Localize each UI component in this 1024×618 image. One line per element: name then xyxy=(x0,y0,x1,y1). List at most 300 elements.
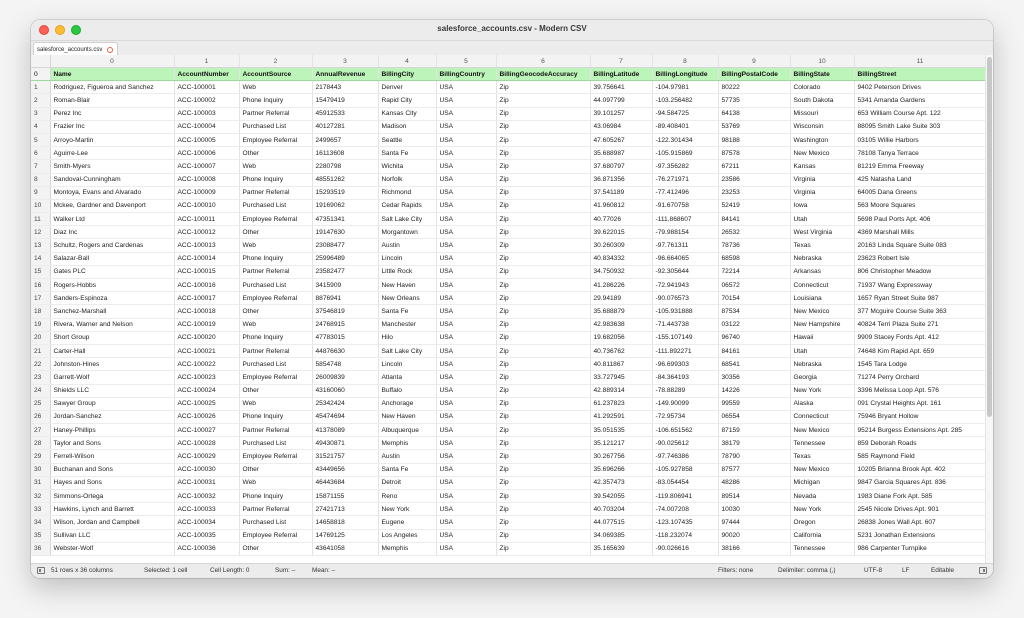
table-cell[interactable]: 64005 Dana Greens xyxy=(854,186,986,199)
header-cell[interactable]: AccountSource xyxy=(239,68,312,81)
scrollbar-thumb[interactable] xyxy=(987,57,992,417)
table-cell[interactable]: Hawaii xyxy=(790,331,854,344)
table-cell[interactable]: -111.868607 xyxy=(652,213,718,226)
row-number[interactable]: 34 xyxy=(31,516,50,529)
table-cell[interactable]: Zip xyxy=(496,252,590,265)
table-cell[interactable]: Lincoln xyxy=(378,252,436,265)
table-cell[interactable]: ACC-100012 xyxy=(174,226,239,239)
table-cell[interactable]: 39.622015 xyxy=(590,226,652,239)
table-cell[interactable]: Atlanta xyxy=(378,371,436,384)
table-cell[interactable]: 44.097799 xyxy=(590,94,652,107)
row-number[interactable]: 14 xyxy=(31,252,50,265)
table-cell[interactable]: Partner Referral xyxy=(239,424,312,437)
table-cell[interactable]: Detroit xyxy=(378,476,436,489)
column-index-0[interactable]: 0 xyxy=(50,55,174,68)
table-cell[interactable]: 89514 xyxy=(718,490,790,503)
table-cell[interactable]: Salazar-Ball xyxy=(50,252,174,265)
table-cell[interactable]: ACC-100031 xyxy=(174,476,239,489)
table-cell[interactable]: Colorado xyxy=(790,81,854,94)
column-index-4[interactable]: 4 xyxy=(378,55,436,68)
column-index-5[interactable]: 5 xyxy=(436,55,496,68)
table-cell[interactable]: Texas xyxy=(790,239,854,252)
table-cell[interactable]: ACC-100001 xyxy=(174,81,239,94)
table-cell[interactable]: West Virginia xyxy=(790,226,854,239)
table-cell[interactable]: USA xyxy=(436,213,496,226)
table-cell[interactable]: 19.682056 xyxy=(590,331,652,344)
column-index-6[interactable]: 6 xyxy=(496,55,590,68)
table-cell[interactable]: USA xyxy=(436,107,496,120)
table-cell[interactable]: Los Angeles xyxy=(378,529,436,542)
row-number[interactable]: 25 xyxy=(31,397,50,410)
table-cell[interactable]: ACC-100025 xyxy=(174,397,239,410)
table-cell[interactable]: Zip xyxy=(496,516,590,529)
row-number[interactable]: 12 xyxy=(31,226,50,239)
table-cell[interactable]: Rapid City xyxy=(378,94,436,107)
table-cell[interactable]: USA xyxy=(436,437,496,450)
data-table[interactable] xyxy=(31,55,987,556)
row-number[interactable]: 3 xyxy=(31,107,50,120)
table-cell[interactable]: 37.680797 xyxy=(590,160,652,173)
table-cell[interactable]: 585 Raymond Field xyxy=(854,450,986,463)
table-cell[interactable]: 15293519 xyxy=(312,186,378,199)
table-cell[interactable]: Employee Referral xyxy=(239,213,312,226)
table-cell[interactable]: 67211 xyxy=(718,160,790,173)
table-cell[interactable]: Garrett-Wolf xyxy=(50,371,174,384)
table-cell[interactable]: USA xyxy=(436,94,496,107)
table-cell[interactable]: Other xyxy=(239,542,312,555)
table-cell[interactable]: USA xyxy=(436,542,496,555)
table-cell[interactable]: -122.301434 xyxy=(652,133,718,146)
table-cell[interactable]: Virginia xyxy=(790,173,854,186)
table-cell[interactable]: 2545 Nicole Drives Apt. 901 xyxy=(854,503,986,516)
table-cell[interactable]: Rodriguez, Figueroa and Sanchez xyxy=(50,81,174,94)
row-number[interactable]: 18 xyxy=(31,305,50,318)
vertical-scrollbar[interactable] xyxy=(985,55,993,564)
table-cell[interactable]: Sanchez-Marshall xyxy=(50,305,174,318)
table-cell[interactable]: 40.811867 xyxy=(590,358,652,371)
table-cell[interactable]: 26838 Jones Wall Apt. 607 xyxy=(854,516,986,529)
table-cell[interactable]: -96.664065 xyxy=(652,252,718,265)
table-cell[interactable]: 72214 xyxy=(718,265,790,278)
table-cell[interactable]: Phone Inquiry xyxy=(239,331,312,344)
table-cell[interactable]: Kansas City xyxy=(378,107,436,120)
row-number[interactable]: 19 xyxy=(31,318,50,331)
table-cell[interactable]: 45474694 xyxy=(312,410,378,423)
table-cell[interactable]: Web xyxy=(239,318,312,331)
table-cell[interactable]: ACC-100016 xyxy=(174,279,239,292)
table-cell[interactable]: 35.165639 xyxy=(590,542,652,555)
table-cell[interactable]: Phone Inquiry xyxy=(239,94,312,107)
row-number[interactable]: 4 xyxy=(31,120,50,133)
table-cell[interactable]: Partner Referral xyxy=(239,265,312,278)
table-cell[interactable]: Arkansas xyxy=(790,265,854,278)
table-cell[interactable]: Zip xyxy=(496,173,590,186)
table-cell[interactable]: 38179 xyxy=(718,437,790,450)
table-cell[interactable]: 34.069385 xyxy=(590,529,652,542)
table-cell[interactable]: -90.076573 xyxy=(652,292,718,305)
table-cell[interactable]: ACC-100005 xyxy=(174,133,239,146)
table-cell[interactable]: 81219 Emma Freeway xyxy=(854,160,986,173)
table-cell[interactable]: USA xyxy=(436,199,496,212)
table-cell[interactable]: USA xyxy=(436,397,496,410)
table-cell[interactable]: Alaska xyxy=(790,397,854,410)
table-cell[interactable]: USA xyxy=(436,424,496,437)
table-cell[interactable]: 35.688987 xyxy=(590,147,652,160)
table-cell[interactable]: 15871155 xyxy=(312,490,378,503)
table-cell[interactable]: Simmons-Ortega xyxy=(50,490,174,503)
table-cell[interactable]: Shields LLC xyxy=(50,384,174,397)
row-number[interactable]: 11 xyxy=(31,213,50,226)
table-cell[interactable]: 30.260309 xyxy=(590,239,652,252)
table-cell[interactable]: Zip xyxy=(496,331,590,344)
table-cell[interactable]: 61.237823 xyxy=(590,397,652,410)
row-number[interactable]: 13 xyxy=(31,239,50,252)
table-cell[interactable]: Zip xyxy=(496,424,590,437)
table-cell[interactable]: Norfolk xyxy=(378,173,436,186)
table-cell[interactable]: -149.90099 xyxy=(652,397,718,410)
table-cell[interactable]: Eugene xyxy=(378,516,436,529)
table-cell[interactable]: 47.605267 xyxy=(590,133,652,146)
table-cell[interactable]: Smith-Myers xyxy=(50,160,174,173)
table-cell[interactable]: -79.988154 xyxy=(652,226,718,239)
table-cell[interactable]: Hilo xyxy=(378,331,436,344)
table-cell[interactable]: ACC-100009 xyxy=(174,186,239,199)
table-cell[interactable]: 40.834332 xyxy=(590,252,652,265)
table-cell[interactable]: 06554 xyxy=(718,410,790,423)
table-cell[interactable]: ACC-100033 xyxy=(174,503,239,516)
table-cell[interactable]: 43641058 xyxy=(312,542,378,555)
table-cell[interactable]: Hayes and Sons xyxy=(50,476,174,489)
table-cell[interactable]: Zip xyxy=(496,450,590,463)
table-cell[interactable]: New Mexico xyxy=(790,424,854,437)
table-cell[interactable]: 1657 Ryan Street Suite 987 xyxy=(854,292,986,305)
table-cell[interactable]: Zip xyxy=(496,318,590,331)
table-cell[interactable]: 30.267756 xyxy=(590,450,652,463)
table-cell[interactable]: USA xyxy=(436,186,496,199)
table-cell[interactable]: Santa Fe xyxy=(378,147,436,160)
column-index-9[interactable]: 9 xyxy=(718,55,790,68)
row-number[interactable]: 30 xyxy=(31,463,50,476)
table-cell[interactable]: Employee Referral xyxy=(239,371,312,384)
table-cell[interactable]: -155.107149 xyxy=(652,331,718,344)
table-cell[interactable]: Zip xyxy=(496,529,590,542)
table-cell[interactable]: 15479419 xyxy=(312,94,378,107)
table-cell[interactable]: Zip xyxy=(496,503,590,516)
header-cell[interactable]: BillingPostalCode xyxy=(718,68,790,81)
table-cell[interactable]: 57735 xyxy=(718,94,790,107)
table-cell[interactable]: 1545 Tara Lodge xyxy=(854,358,986,371)
table-cell[interactable]: -119.806941 xyxy=(652,490,718,503)
table-cell[interactable]: Hawkins, Lynch and Barrett xyxy=(50,503,174,516)
table-cell[interactable]: Austin xyxy=(378,239,436,252)
table-cell[interactable]: USA xyxy=(436,279,496,292)
header-cell[interactable]: BillingCity xyxy=(378,68,436,81)
table-cell[interactable]: Buffalo xyxy=(378,384,436,397)
table-cell[interactable]: ACC-100034 xyxy=(174,516,239,529)
table-cell[interactable]: Zip xyxy=(496,107,590,120)
table-cell[interactable]: Mckee, Gardner and Davenport xyxy=(50,199,174,212)
table-cell[interactable]: 41.292591 xyxy=(590,410,652,423)
table-cell[interactable]: 30356 xyxy=(718,371,790,384)
table-cell[interactable]: -84.364193 xyxy=(652,371,718,384)
table-cell[interactable]: Purchased List xyxy=(239,279,312,292)
table-cell[interactable]: Michigan xyxy=(790,476,854,489)
table-cell[interactable]: New Mexico xyxy=(790,147,854,160)
table-cell[interactable]: 40824 Terri Plaza Suite 271 xyxy=(854,318,986,331)
column-index-2[interactable]: 2 xyxy=(239,55,312,68)
table-cell[interactable]: ACC-100007 xyxy=(174,160,239,173)
table-cell[interactable]: Albuquerque xyxy=(378,424,436,437)
table-cell[interactable]: ACC-100035 xyxy=(174,529,239,542)
table-cell[interactable]: -77.412496 xyxy=(652,186,718,199)
csv-grid[interactable] xyxy=(31,55,993,564)
table-cell[interactable]: USA xyxy=(436,160,496,173)
status-encoding[interactable]: UTF-8 xyxy=(864,567,883,574)
table-cell[interactable]: 03122 xyxy=(718,318,790,331)
table-cell[interactable]: Zip xyxy=(496,410,590,423)
table-cell[interactable]: Utah xyxy=(790,344,854,357)
table-cell[interactable]: Zip xyxy=(496,160,590,173)
table-cell[interactable]: ACC-100019 xyxy=(174,318,239,331)
table-cell[interactable]: -123.107435 xyxy=(652,516,718,529)
table-cell[interactable]: 40.77026 xyxy=(590,213,652,226)
table-cell[interactable]: 37.541189 xyxy=(590,186,652,199)
status-filters[interactable]: Filters: none xyxy=(718,567,754,574)
table-cell[interactable]: 23586 xyxy=(718,173,790,186)
table-cell[interactable]: Web xyxy=(239,239,312,252)
table-cell[interactable]: Zip xyxy=(496,305,590,318)
table-cell[interactable]: -94.584725 xyxy=(652,107,718,120)
table-cell[interactable]: 96740 xyxy=(718,331,790,344)
table-cell[interactable]: USA xyxy=(436,503,496,516)
table-cell[interactable]: Taylor and Sons xyxy=(50,437,174,450)
column-index-3[interactable]: 3 xyxy=(312,55,378,68)
table-cell[interactable]: Wilson, Jordan and Campbell xyxy=(50,516,174,529)
table-cell[interactable]: 14769125 xyxy=(312,529,378,542)
table-cell[interactable]: Other xyxy=(239,305,312,318)
table-cell[interactable]: Purchased List xyxy=(239,199,312,212)
table-cell[interactable]: ACC-100024 xyxy=(174,384,239,397)
table-cell[interactable]: Iowa xyxy=(790,199,854,212)
table-cell[interactable]: 36.871356 xyxy=(590,173,652,186)
table-cell[interactable]: New Mexico xyxy=(790,463,854,476)
table-cell[interactable]: 52419 xyxy=(718,199,790,212)
table-cell[interactable]: USA xyxy=(436,305,496,318)
table-cell[interactable]: Partner Referral xyxy=(239,344,312,357)
table-cell[interactable]: Other xyxy=(239,226,312,239)
column-index-1[interactable]: 1 xyxy=(174,55,239,68)
table-cell[interactable]: 5698 Paul Ports Apt. 406 xyxy=(854,213,986,226)
header-cell[interactable]: BillingStreet xyxy=(854,68,986,81)
table-cell[interactable]: Johnston-Hines xyxy=(50,358,174,371)
table-cell[interactable]: 5231 Jonathan Extensions xyxy=(854,529,986,542)
table-cell[interactable]: Manchester xyxy=(378,318,436,331)
row-number[interactable]: 31 xyxy=(31,476,50,489)
table-cell[interactable]: Other xyxy=(239,147,312,160)
table-cell[interactable]: ACC-100010 xyxy=(174,199,239,212)
table-cell[interactable]: New Haven xyxy=(378,279,436,292)
table-cell[interactable]: Little Rock xyxy=(378,265,436,278)
table-cell[interactable]: Web xyxy=(239,397,312,410)
table-cell[interactable]: Arroyo-Martin xyxy=(50,133,174,146)
row-number[interactable]: 33 xyxy=(31,503,50,516)
file-tab[interactable] xyxy=(33,42,118,56)
table-cell[interactable]: 14658818 xyxy=(312,516,378,529)
table-cell[interactable]: 70154 xyxy=(718,292,790,305)
table-cell[interactable]: Memphis xyxy=(378,542,436,555)
table-cell[interactable]: Richmond xyxy=(378,186,436,199)
row-number[interactable]: 28 xyxy=(31,437,50,450)
table-cell[interactable]: ACC-100036 xyxy=(174,542,239,555)
table-cell[interactable]: Phone Inquiry xyxy=(239,252,312,265)
table-cell[interactable]: New Haven xyxy=(378,410,436,423)
table-cell[interactable]: -106.651562 xyxy=(652,424,718,437)
table-cell[interactable]: ACC-100015 xyxy=(174,265,239,278)
header-cell[interactable]: BillingLongitude xyxy=(652,68,718,81)
status-mode[interactable]: Editable xyxy=(931,567,955,574)
table-cell[interactable]: 87159 xyxy=(718,424,790,437)
table-cell[interactable]: Partner Referral xyxy=(239,107,312,120)
table-cell[interactable]: Walker Ltd xyxy=(50,213,174,226)
table-cell[interactable]: 35.696266 xyxy=(590,463,652,476)
table-cell[interactable]: Partner Referral xyxy=(239,503,312,516)
table-cell[interactable]: 9402 Peterson Drives xyxy=(854,81,986,94)
table-cell[interactable]: Zip xyxy=(496,265,590,278)
table-cell[interactable]: Santa Fe xyxy=(378,305,436,318)
table-cell[interactable]: 4369 Marshall Mills xyxy=(854,226,986,239)
table-cell[interactable]: 20163 Linda Square Suite 083 xyxy=(854,239,986,252)
table-cell[interactable]: 78736 xyxy=(718,239,790,252)
table-cell[interactable]: Tennessee xyxy=(790,437,854,450)
table-cell[interactable]: 53769 xyxy=(718,120,790,133)
table-cell[interactable]: 2499657 xyxy=(312,133,378,146)
table-cell[interactable]: ACC-100029 xyxy=(174,450,239,463)
table-cell[interactable]: ACC-100032 xyxy=(174,490,239,503)
table-cell[interactable]: USA xyxy=(436,120,496,133)
table-cell[interactable]: 2178443 xyxy=(312,81,378,94)
table-cell[interactable]: Zip xyxy=(496,120,590,133)
table-cell[interactable]: 35.688879 xyxy=(590,305,652,318)
table-cell[interactable]: USA xyxy=(436,226,496,239)
table-cell[interactable]: USA xyxy=(436,344,496,357)
table-cell[interactable]: -118.232074 xyxy=(652,529,718,542)
row-number[interactable]: 16 xyxy=(31,279,50,292)
header-cell[interactable]: BillingState xyxy=(790,68,854,81)
table-cell[interactable]: Haney-Phillips xyxy=(50,424,174,437)
table-cell[interactable]: Zip xyxy=(496,186,590,199)
table-cell[interactable]: USA xyxy=(436,81,496,94)
table-cell[interactable]: 03105 Willie Harbors xyxy=(854,133,986,146)
table-cell[interactable]: 41378089 xyxy=(312,424,378,437)
table-cell[interactable]: -105.915869 xyxy=(652,147,718,160)
table-cell[interactable]: 42.357473 xyxy=(590,476,652,489)
table-cell[interactable]: Frazier Inc xyxy=(50,120,174,133)
table-cell[interactable]: Wichita xyxy=(378,160,436,173)
table-cell[interactable]: 48551262 xyxy=(312,173,378,186)
table-cell[interactable]: Zip xyxy=(496,239,590,252)
row-number[interactable]: 32 xyxy=(31,490,50,503)
table-cell[interactable]: Zip xyxy=(496,542,590,555)
table-cell[interactable]: ACC-100008 xyxy=(174,173,239,186)
table-cell[interactable]: Connecticut xyxy=(790,410,854,423)
row-number[interactable]: 8 xyxy=(31,173,50,186)
table-cell[interactable]: Virginia xyxy=(790,186,854,199)
table-cell[interactable]: 24768915 xyxy=(312,318,378,331)
unsaved-indicator-icon[interactable] xyxy=(107,47,113,53)
table-cell[interactable]: 97444 xyxy=(718,516,790,529)
table-cell[interactable]: Santa Fe xyxy=(378,463,436,476)
table-cell[interactable]: 091 Crystal Heights Apt. 161 xyxy=(854,397,986,410)
table-cell[interactable]: New Orleans xyxy=(378,292,436,305)
table-cell[interactable]: Zip xyxy=(496,490,590,503)
table-cell[interactable]: Montoya, Evans and Alvarado xyxy=(50,186,174,199)
table-cell[interactable]: 78790 xyxy=(718,450,790,463)
table-cell[interactable]: Nebraska xyxy=(790,252,854,265)
table-cell[interactable]: -74.007208 xyxy=(652,503,718,516)
table-cell[interactable]: 3415909 xyxy=(312,279,378,292)
table-cell[interactable]: New York xyxy=(790,503,854,516)
table-cell[interactable]: Wisconsin xyxy=(790,120,854,133)
table-cell[interactable]: USA xyxy=(436,265,496,278)
table-cell[interactable]: 10030 xyxy=(718,503,790,516)
table-cell[interactable]: 40.703204 xyxy=(590,503,652,516)
status-line-ending[interactable]: LF xyxy=(902,567,910,574)
row-number[interactable]: 20 xyxy=(31,331,50,344)
table-cell[interactable]: 64138 xyxy=(718,107,790,120)
table-cell[interactable]: Zip xyxy=(496,358,590,371)
table-cell[interactable]: Schultz, Rogers and Cardenas xyxy=(50,239,174,252)
table-cell[interactable]: Employee Referral xyxy=(239,450,312,463)
table-cell[interactable]: ACC-100003 xyxy=(174,107,239,120)
table-cell[interactable]: Jordan-Sanchez xyxy=(50,410,174,423)
table-cell[interactable]: Missouri xyxy=(790,107,854,120)
table-cell[interactable]: USA xyxy=(436,476,496,489)
header-cell[interactable]: AccountNumber xyxy=(174,68,239,81)
row-number-0[interactable]: 0 xyxy=(31,68,50,81)
table-cell[interactable]: -72.95734 xyxy=(652,410,718,423)
table-cell[interactable]: Rogers-Hobbs xyxy=(50,279,174,292)
table-cell[interactable]: Zip xyxy=(496,384,590,397)
table-cell[interactable]: Web xyxy=(239,81,312,94)
table-cell[interactable]: 84141 xyxy=(718,213,790,226)
header-cell[interactable]: Name xyxy=(50,68,174,81)
table-cell[interactable]: Nebraska xyxy=(790,358,854,371)
table-cell[interactable]: 98188 xyxy=(718,133,790,146)
table-cell[interactable]: -96.699303 xyxy=(652,358,718,371)
row-number[interactable]: 21 xyxy=(31,344,50,357)
table-cell[interactable]: Web xyxy=(239,160,312,173)
table-cell[interactable]: Zip xyxy=(496,463,590,476)
table-cell[interactable]: 23088477 xyxy=(312,239,378,252)
table-cell[interactable]: 10205 Brianna Brook Apt. 402 xyxy=(854,463,986,476)
table-cell[interactable]: -97.746386 xyxy=(652,450,718,463)
table-cell[interactable]: USA xyxy=(436,147,496,160)
table-cell[interactable]: Other xyxy=(239,463,312,476)
table-cell[interactable]: Tennessee xyxy=(790,542,854,555)
table-cell[interactable]: 39.756641 xyxy=(590,81,652,94)
row-number[interactable]: 15 xyxy=(31,265,50,278)
table-cell[interactable]: 35.121217 xyxy=(590,437,652,450)
table-cell[interactable]: -90.026616 xyxy=(652,542,718,555)
table-cell[interactable]: 40.736762 xyxy=(590,344,652,357)
table-cell[interactable]: USA xyxy=(436,371,496,384)
row-number[interactable]: 29 xyxy=(31,450,50,463)
row-number[interactable]: 23 xyxy=(31,371,50,384)
table-cell[interactable]: 19169062 xyxy=(312,199,378,212)
table-cell[interactable]: USA xyxy=(436,239,496,252)
table-cell[interactable]: Lincoln xyxy=(378,358,436,371)
table-cell[interactable]: USA xyxy=(436,490,496,503)
